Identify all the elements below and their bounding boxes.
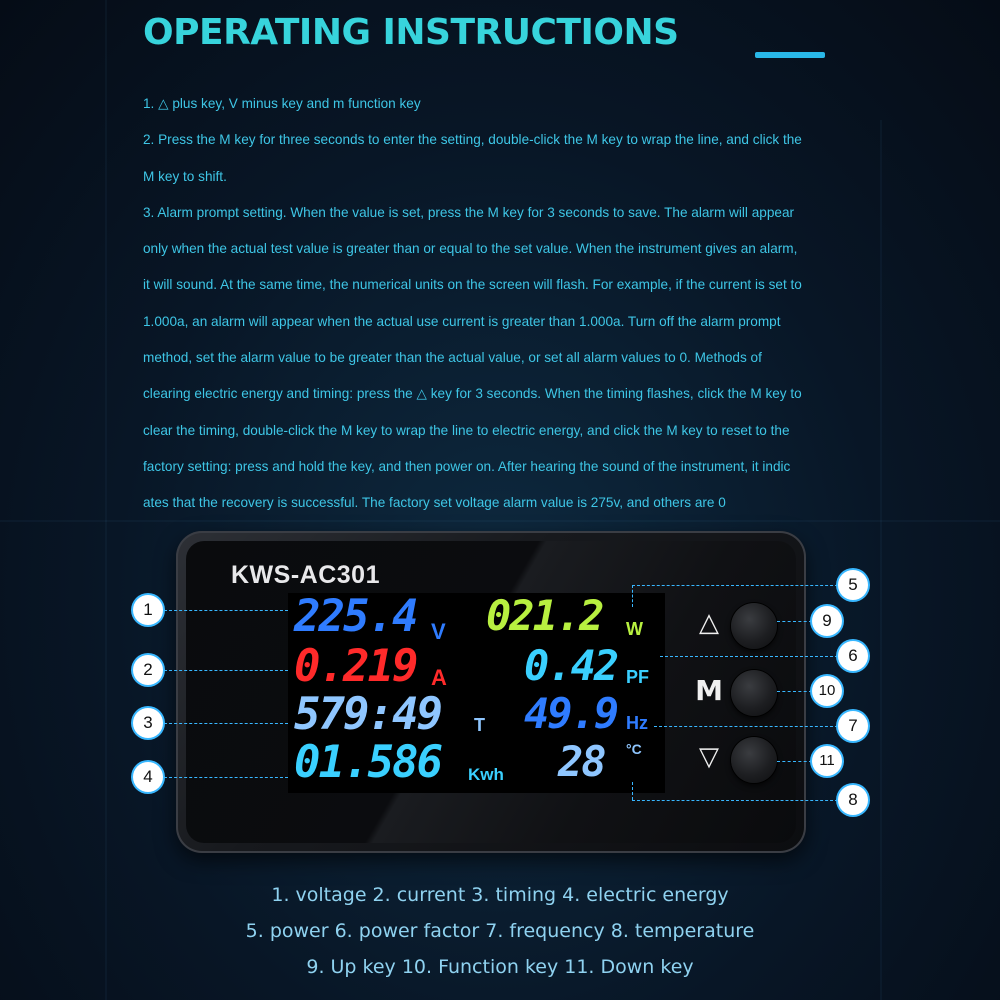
model-label: KWS-AC301 bbox=[231, 561, 380, 589]
callout-line bbox=[654, 726, 838, 727]
callout-badge-4: 4 bbox=[133, 762, 163, 792]
instruction-line: clear the timing, double-click the M key to wrap the line to electric energy, and click the M key to reset to the bbox=[143, 422, 790, 438]
voltage-unit: V bbox=[431, 619, 446, 644]
callout-badge-6: 6 bbox=[838, 641, 868, 671]
down-key-button[interactable] bbox=[731, 737, 777, 783]
callout-badge-5: 5 bbox=[838, 570, 868, 600]
callout-badge-2: 2 bbox=[133, 655, 163, 685]
temperature-unit: °C bbox=[626, 741, 642, 757]
callout-line bbox=[632, 585, 633, 607]
instruction-line: 3. Alarm prompt setting. When the value is set, press the M key for 3 seconds to save. The alarm will appear bbox=[143, 204, 795, 220]
title-accent-bar bbox=[755, 52, 825, 58]
callout-badge-9: 9 bbox=[812, 606, 842, 636]
callout-line bbox=[777, 761, 812, 762]
callout-line bbox=[632, 782, 633, 800]
callout-line bbox=[164, 723, 288, 724]
up-arrow-icon: △ bbox=[699, 608, 719, 638]
frequency-value: 49.9 bbox=[524, 689, 618, 738]
current-unit: A bbox=[431, 665, 447, 690]
frequency-unit: Hz bbox=[626, 713, 648, 733]
instruction-line: it will sound. At the same time, the numerical units on the screen will flash. For example, if the current is set to bbox=[143, 277, 802, 293]
callout-badge-11: 11 bbox=[812, 746, 842, 776]
function-key-button[interactable] bbox=[731, 670, 777, 716]
timing-unit: T bbox=[474, 715, 485, 735]
power-value: 021.2 bbox=[486, 591, 603, 640]
page-title: OPERATING INSTRUCTIONS bbox=[143, 12, 679, 53]
callout-line bbox=[632, 585, 838, 586]
callout-badge-8: 8 bbox=[838, 785, 868, 815]
callout-line bbox=[660, 656, 838, 657]
power-factor-value: 0.42 bbox=[524, 641, 618, 690]
instruction-line: clearing electric energy and timing: press the △ key for 3 seconds. When the timing flashes, click the M key to bbox=[143, 386, 802, 402]
callout-line bbox=[777, 621, 812, 622]
lcd-screen bbox=[288, 593, 665, 793]
up-key-button[interactable] bbox=[731, 603, 777, 649]
caption-line: 9. Up key 10. Function key 11. Down key bbox=[306, 956, 694, 978]
temperature-value: 28 bbox=[558, 737, 605, 786]
instruction-line: method, set the alarm value to be greater than the actual value, or set all alarm values to 0. Methods of bbox=[143, 350, 762, 366]
caption-line: 1. voltage 2. current 3. timing 4. electric energy bbox=[271, 884, 729, 906]
callout-badge-10: 10 bbox=[812, 676, 842, 706]
instruction-line: M key to shift. bbox=[143, 168, 227, 184]
background-line bbox=[880, 120, 882, 1000]
callout-badge-7: 7 bbox=[838, 711, 868, 741]
power-unit: W bbox=[626, 619, 643, 639]
timing-value: 579:49 bbox=[294, 689, 441, 740]
energy-unit: Kwh bbox=[468, 765, 504, 784]
caption-line: 5. power 6. power factor 7. frequency 8. temperature bbox=[245, 920, 755, 942]
voltage-value: 225.4 bbox=[294, 591, 417, 642]
power-factor-unit: PF bbox=[626, 667, 650, 687]
instruction-line: 1. △ plus key, V minus key and m function key bbox=[143, 96, 421, 111]
callout-line bbox=[164, 670, 288, 671]
instruction-line: 2. Press the M key for three seconds to enter the setting, double-click the M key to wrap the line, and click the bbox=[143, 132, 802, 148]
instruction-line: ates that the recovery is successful. The factory set voltage alarm value is 275v, and others are 0 bbox=[143, 495, 726, 511]
callout-badge-3: 3 bbox=[133, 708, 163, 738]
callout-line bbox=[777, 691, 812, 692]
instruction-line: only when the actual test value is greater than or equal to the set value. When the instrument gives an alarm, bbox=[143, 241, 798, 257]
current-value: 0.219 bbox=[294, 641, 417, 692]
callout-line bbox=[632, 800, 838, 801]
down-arrow-icon: ▽ bbox=[699, 742, 719, 772]
callout-line bbox=[164, 777, 288, 778]
callout-badge-1: 1 bbox=[133, 595, 163, 625]
instruction-line: 1.000a, an alarm will appear when the actual use current is greater than 1.000a. Turn off the alarm prompt bbox=[143, 313, 781, 329]
instructions-text bbox=[143, 86, 878, 522]
function-key-label: M bbox=[695, 674, 723, 707]
background-line bbox=[105, 0, 107, 1000]
instruction-line: factory setting: press and hold the key, and then power on. After hearing the sound of the instrument, it indic bbox=[143, 458, 791, 474]
callout-line bbox=[164, 610, 288, 611]
energy-value: 01.586 bbox=[294, 737, 441, 788]
